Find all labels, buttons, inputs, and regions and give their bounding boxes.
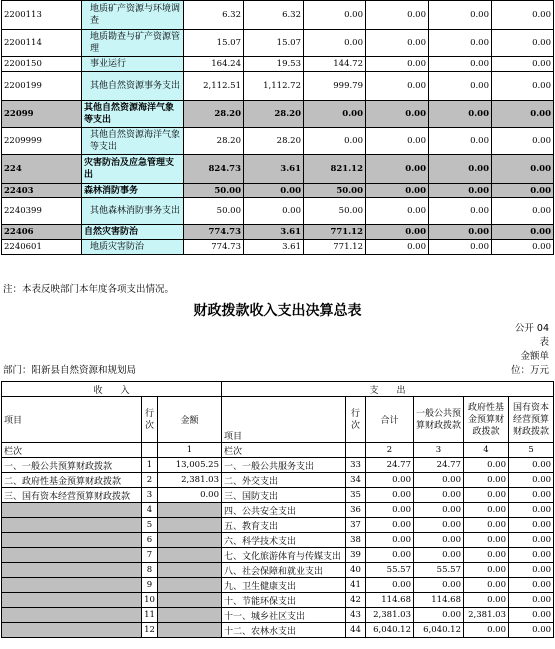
row-c6: 0.00 <box>492 225 554 240</box>
expense-capital: 0.00 <box>509 623 554 638</box>
form-number: 公开 04 <box>514 323 549 334</box>
row-code: 22099 <box>2 101 82 128</box>
row-total: 50.00 <box>184 198 244 225</box>
expense-general: 0.00 <box>414 608 464 623</box>
col-label-2: 栏次 <box>222 443 346 458</box>
row-total: 774.73 <box>184 225 244 240</box>
expense-line-no: 34 <box>346 473 366 488</box>
row-total: 50.00 <box>184 184 244 198</box>
expense-capital: 0.00 <box>509 488 554 503</box>
expense-header: 支 出 <box>222 382 554 397</box>
table-row <box>2 578 554 593</box>
expense-line-no: 37 <box>346 518 366 533</box>
unit-value: 位：万元 <box>510 365 549 376</box>
expense-fund: 0.00 <box>464 458 509 473</box>
form-info <box>489 322 549 378</box>
expense-total: 2,381.03 <box>366 608 414 623</box>
row-c5: 0.00 <box>429 128 492 155</box>
expense-total: 24.77 <box>366 458 414 473</box>
header-general-budget: 一般公共预算财政拨款 <box>414 397 464 443</box>
expense-capital: 0.00 <box>509 608 554 623</box>
expense-fund: 0.00 <box>464 473 509 488</box>
table-row <box>2 57 554 72</box>
header-line-no: 行次 <box>142 397 158 443</box>
expense-item: 二、外交支出 <box>222 473 346 488</box>
header-line-no-2: 行次 <box>346 397 366 443</box>
row-project: 50.00 <box>304 184 366 198</box>
table-row <box>2 563 554 578</box>
row-c6: 0.00 <box>492 57 554 72</box>
row-name: 其他自然资源事务支出 <box>82 72 184 101</box>
income-item <box>2 548 142 563</box>
row-c6: 0.00 <box>492 128 554 155</box>
table-row <box>2 30 554 57</box>
row-project: 771.12 <box>304 225 366 240</box>
table-note: 注：本表反映部门本年度各项支出情况。 <box>3 284 175 295</box>
row-basic: 6.32 <box>244 1 304 30</box>
expense-general: 0.00 <box>414 503 464 518</box>
expense-capital: 0.00 <box>509 458 554 473</box>
row-code: 2200199 <box>2 72 82 101</box>
col-1: 1 <box>158 443 222 458</box>
income-line-no: 2 <box>142 473 158 488</box>
income-line-no: 5 <box>142 518 158 533</box>
expense-capital: 0.00 <box>509 593 554 608</box>
income-header: 收 入 <box>2 382 222 397</box>
expense-capital: 0.00 <box>509 503 554 518</box>
table-row <box>2 608 554 623</box>
row-c6: 0.00 <box>492 184 554 198</box>
row-basic: 19.53 <box>244 57 304 72</box>
row-c5: 0.00 <box>429 1 492 30</box>
row-c4: 0.00 <box>366 101 429 128</box>
expense-line-no: 43 <box>346 608 366 623</box>
expense-fund: 0.00 <box>464 518 509 533</box>
expense-fund: 0.00 <box>464 623 509 638</box>
income-amount <box>158 623 222 638</box>
col-5: 5 <box>509 443 554 458</box>
expense-general: 0.00 <box>414 548 464 563</box>
row-code: 2240601 <box>2 240 82 255</box>
expense-general: 114.68 <box>414 593 464 608</box>
income-line-no: 10 <box>142 593 158 608</box>
row-project: 144.72 <box>304 57 366 72</box>
row-c6: 0.00 <box>492 30 554 57</box>
row-name: 地质灾害防治 <box>82 240 184 255</box>
income-line-no: 1 <box>142 458 158 473</box>
row-code: 2209999 <box>2 128 82 155</box>
income-item <box>2 608 142 623</box>
row-c4: 0.00 <box>366 240 429 255</box>
row-c5: 0.00 <box>429 240 492 255</box>
row-project: 0.00 <box>304 1 366 30</box>
row-c4: 0.00 <box>366 1 429 30</box>
row-c5: 0.00 <box>429 57 492 72</box>
row-basic: 3.61 <box>244 225 304 240</box>
income-line-no: 4 <box>142 503 158 518</box>
expense-item: 五、教育支出 <box>222 518 346 533</box>
page-title: 财政拨款收入支出决算总表 <box>193 303 362 319</box>
row-code: 2200114 <box>2 30 82 57</box>
expense-line-no: 41 <box>346 578 366 593</box>
row-name: 灾害防治及应急管理支出 <box>82 155 184 184</box>
income-item <box>2 578 142 593</box>
row-basic: 0.00 <box>244 184 304 198</box>
row-name: 其他自然资源海洋气象等支出 <box>82 101 184 128</box>
row-basic: 28.20 <box>244 128 304 155</box>
row-project: 771.12 <box>304 240 366 255</box>
row-total: 15.07 <box>184 30 244 57</box>
income-line-no: 9 <box>142 578 158 593</box>
row-total: 824.73 <box>184 155 244 184</box>
row-c6: 0.00 <box>492 1 554 30</box>
expense-item: 十、节能环保支出 <box>222 593 346 608</box>
expense-capital: 0.00 <box>509 518 554 533</box>
expense-general: 0.00 <box>414 473 464 488</box>
table-row <box>2 198 554 225</box>
row-c5: 0.00 <box>429 155 492 184</box>
expense-total: 0.00 <box>366 473 414 488</box>
income-item <box>2 563 142 578</box>
row-total: 164.24 <box>184 57 244 72</box>
expense-total: 0.00 <box>366 578 414 593</box>
header-state-capital: 国有资本经营预算财政拨款 <box>509 397 554 443</box>
row-project: 821.12 <box>304 155 366 184</box>
expense-total: 0.00 <box>366 488 414 503</box>
table-row <box>2 533 554 548</box>
expense-line-no: 36 <box>346 503 366 518</box>
row-basic: 15.07 <box>244 30 304 57</box>
expense-general: 6,040.12 <box>414 623 464 638</box>
row-c5: 0.00 <box>429 101 492 128</box>
income-item: 二、政府性基金预算财政拨款 <box>2 473 142 488</box>
expense-general: 0.00 <box>414 488 464 503</box>
expense-fund: 0.00 <box>464 488 509 503</box>
row-total: 28.20 <box>184 101 244 128</box>
row-name: 森林消防事务 <box>82 184 184 198</box>
department-label: 部门：阳新县自然资源和规划局 <box>3 365 137 376</box>
expense-item: 八、社会保障和就业支出 <box>222 563 346 578</box>
row-c4: 0.00 <box>366 198 429 225</box>
income-item: 三、国有资本经营预算财政拨款 <box>2 488 142 503</box>
row-c5: 0.00 <box>429 72 492 101</box>
expense-total: 0.00 <box>366 548 414 563</box>
income-amount: 13,005.25 <box>158 458 222 473</box>
table-row <box>2 155 554 184</box>
expense-item: 三、国防支出 <box>222 488 346 503</box>
expense-capital: 0.00 <box>509 473 554 488</box>
row-c6: 0.00 <box>492 101 554 128</box>
income-item <box>2 503 142 518</box>
row-c4: 0.00 <box>366 57 429 72</box>
income-line-no: 11 <box>142 608 158 623</box>
expense-capital: 0.00 <box>509 578 554 593</box>
table-row <box>2 503 554 518</box>
expense-line-no: 42 <box>346 593 366 608</box>
row-c5: 0.00 <box>429 198 492 225</box>
expense-capital: 0.00 <box>509 533 554 548</box>
expense-general: 24.77 <box>414 458 464 473</box>
table-row <box>2 240 554 255</box>
form-number-suffix: 表 <box>539 337 549 348</box>
income-item: 一、一般公共预算财政拨款 <box>2 458 142 473</box>
income-amount <box>158 608 222 623</box>
col-label: 栏次 <box>2 443 142 458</box>
header-amount: 金额 <box>158 397 222 443</box>
income-item <box>2 518 142 533</box>
table-row <box>2 1 554 30</box>
row-c6: 0.00 <box>492 240 554 255</box>
header-item: 项目 <box>2 397 142 443</box>
row-c5: 0.00 <box>429 225 492 240</box>
row-c4: 0.00 <box>366 225 429 240</box>
expense-line-no: 38 <box>346 533 366 548</box>
col-blank-2 <box>346 443 366 458</box>
expense-total: 0.00 <box>366 533 414 548</box>
row-c6: 0.00 <box>492 72 554 101</box>
table-row <box>2 518 554 533</box>
expense-line-no: 35 <box>346 488 366 503</box>
income-amount <box>158 503 222 518</box>
col-blank <box>142 443 158 458</box>
row-project: 50.00 <box>304 198 366 225</box>
expense-total: 6,040.12 <box>366 623 414 638</box>
income-amount <box>158 593 222 608</box>
expense-line-no: 39 <box>346 548 366 563</box>
row-code: 2200113 <box>2 1 82 30</box>
income-item <box>2 623 142 638</box>
col-2: 2 <box>366 443 414 458</box>
expense-item: 一、一般公共服务支出 <box>222 458 346 473</box>
table-row <box>2 128 554 155</box>
header-row-group <box>2 382 554 397</box>
row-code: 2240399 <box>2 198 82 225</box>
table-row <box>2 101 554 128</box>
table-row <box>2 623 554 638</box>
expense-total: 0.00 <box>366 503 414 518</box>
table-row <box>2 458 554 473</box>
expense-general: 0.00 <box>414 518 464 533</box>
row-basic: 28.20 <box>244 101 304 128</box>
row-c5: 0.00 <box>429 30 492 57</box>
expense-capital: 0.00 <box>509 548 554 563</box>
row-basic: 3.61 <box>244 240 304 255</box>
expense-total: 0.00 <box>366 518 414 533</box>
income-line-no: 6 <box>142 533 158 548</box>
income-amount <box>158 548 222 563</box>
row-name: 其他森林消防事务支出 <box>82 198 184 225</box>
income-line-no: 8 <box>142 563 158 578</box>
expense-item: 七、文化旅游体育与传媒支出 <box>222 548 346 563</box>
row-code: 22406 <box>2 225 82 240</box>
row-c4: 0.00 <box>366 30 429 57</box>
row-project: 0.00 <box>304 101 366 128</box>
expense-item: 十二、农林水支出 <box>222 623 346 638</box>
row-total: 28.20 <box>184 128 244 155</box>
income-amount: 2,381.03 <box>158 473 222 488</box>
income-amount <box>158 563 222 578</box>
income-amount <box>158 578 222 593</box>
row-name: 其他自然资源海洋气象等支出 <box>82 128 184 155</box>
table-row <box>2 488 554 503</box>
header-row-columns <box>2 397 554 443</box>
header-gov-fund: 政府性基金预算财政拨款 <box>464 397 509 443</box>
col-3: 3 <box>414 443 464 458</box>
expense-line-no: 44 <box>346 623 366 638</box>
row-c4: 0.00 <box>366 184 429 198</box>
row-total: 2,112.51 <box>184 72 244 101</box>
income-item <box>2 533 142 548</box>
expense-capital: 0.00 <box>509 563 554 578</box>
expense-fund: 2,381.03 <box>464 608 509 623</box>
expense-item: 四、公共安全支出 <box>222 503 346 518</box>
unit-label: 金额单 <box>520 351 549 362</box>
row-basic: 3.61 <box>244 155 304 184</box>
row-c5: 0.00 <box>429 184 492 198</box>
expense-item: 九、卫生健康支出 <box>222 578 346 593</box>
row-code: 224 <box>2 155 82 184</box>
col-4: 4 <box>464 443 509 458</box>
column-index-row <box>2 443 554 458</box>
summary-table <box>1 381 554 638</box>
expense-total: 114.68 <box>366 593 414 608</box>
expense-item: 十一、城乡社区支出 <box>222 608 346 623</box>
income-line-no: 3 <box>142 488 158 503</box>
table-row <box>2 473 554 488</box>
row-total: 6.32 <box>184 1 244 30</box>
expenditure-detail-table <box>1 0 554 255</box>
table-row <box>2 548 554 563</box>
expense-line-no: 33 <box>346 458 366 473</box>
expense-line-no: 40 <box>346 563 366 578</box>
income-amount <box>158 518 222 533</box>
income-line-no: 12 <box>142 623 158 638</box>
expense-fund: 0.00 <box>464 503 509 518</box>
row-c6: 0.00 <box>492 198 554 225</box>
row-name: 地质矿产资源与环境调查 <box>82 1 184 30</box>
income-amount: 0.00 <box>158 488 222 503</box>
row-code: 22403 <box>2 184 82 198</box>
income-amount <box>158 533 222 548</box>
expense-fund: 0.00 <box>464 593 509 608</box>
row-basic: 1,112.72 <box>244 72 304 101</box>
row-c4: 0.00 <box>366 155 429 184</box>
table-row <box>2 225 554 240</box>
income-item <box>2 593 142 608</box>
row-basic: 0.00 <box>244 198 304 225</box>
row-project: 0.00 <box>304 128 366 155</box>
table-row <box>2 184 554 198</box>
expense-total: 55.57 <box>366 563 414 578</box>
expense-general: 55.57 <box>414 563 464 578</box>
expense-general: 0.00 <box>414 533 464 548</box>
row-c4: 0.00 <box>366 72 429 101</box>
row-name: 事业运行 <box>82 57 184 72</box>
row-c4: 0.00 <box>366 128 429 155</box>
expense-fund: 0.00 <box>464 578 509 593</box>
table-row <box>2 593 554 608</box>
header-total: 合计 <box>366 397 414 443</box>
expense-general: 0.00 <box>414 578 464 593</box>
row-total: 774.73 <box>184 240 244 255</box>
row-c6: 0.00 <box>492 155 554 184</box>
row-project: 0.00 <box>304 30 366 57</box>
table-row <box>2 72 554 101</box>
expense-fund: 0.00 <box>464 533 509 548</box>
income-line-no: 7 <box>142 548 158 563</box>
expense-fund: 0.00 <box>464 548 509 563</box>
row-code: 2200150 <box>2 57 82 72</box>
header-item-2: 项目 <box>222 397 346 443</box>
row-project: 999.79 <box>304 72 366 101</box>
row-name: 自然灾害防治 <box>82 225 184 240</box>
row-name: 地质勘查与矿产资源管理 <box>82 30 184 57</box>
expense-fund: 0.00 <box>464 563 509 578</box>
expense-item: 六、科学技术支出 <box>222 533 346 548</box>
